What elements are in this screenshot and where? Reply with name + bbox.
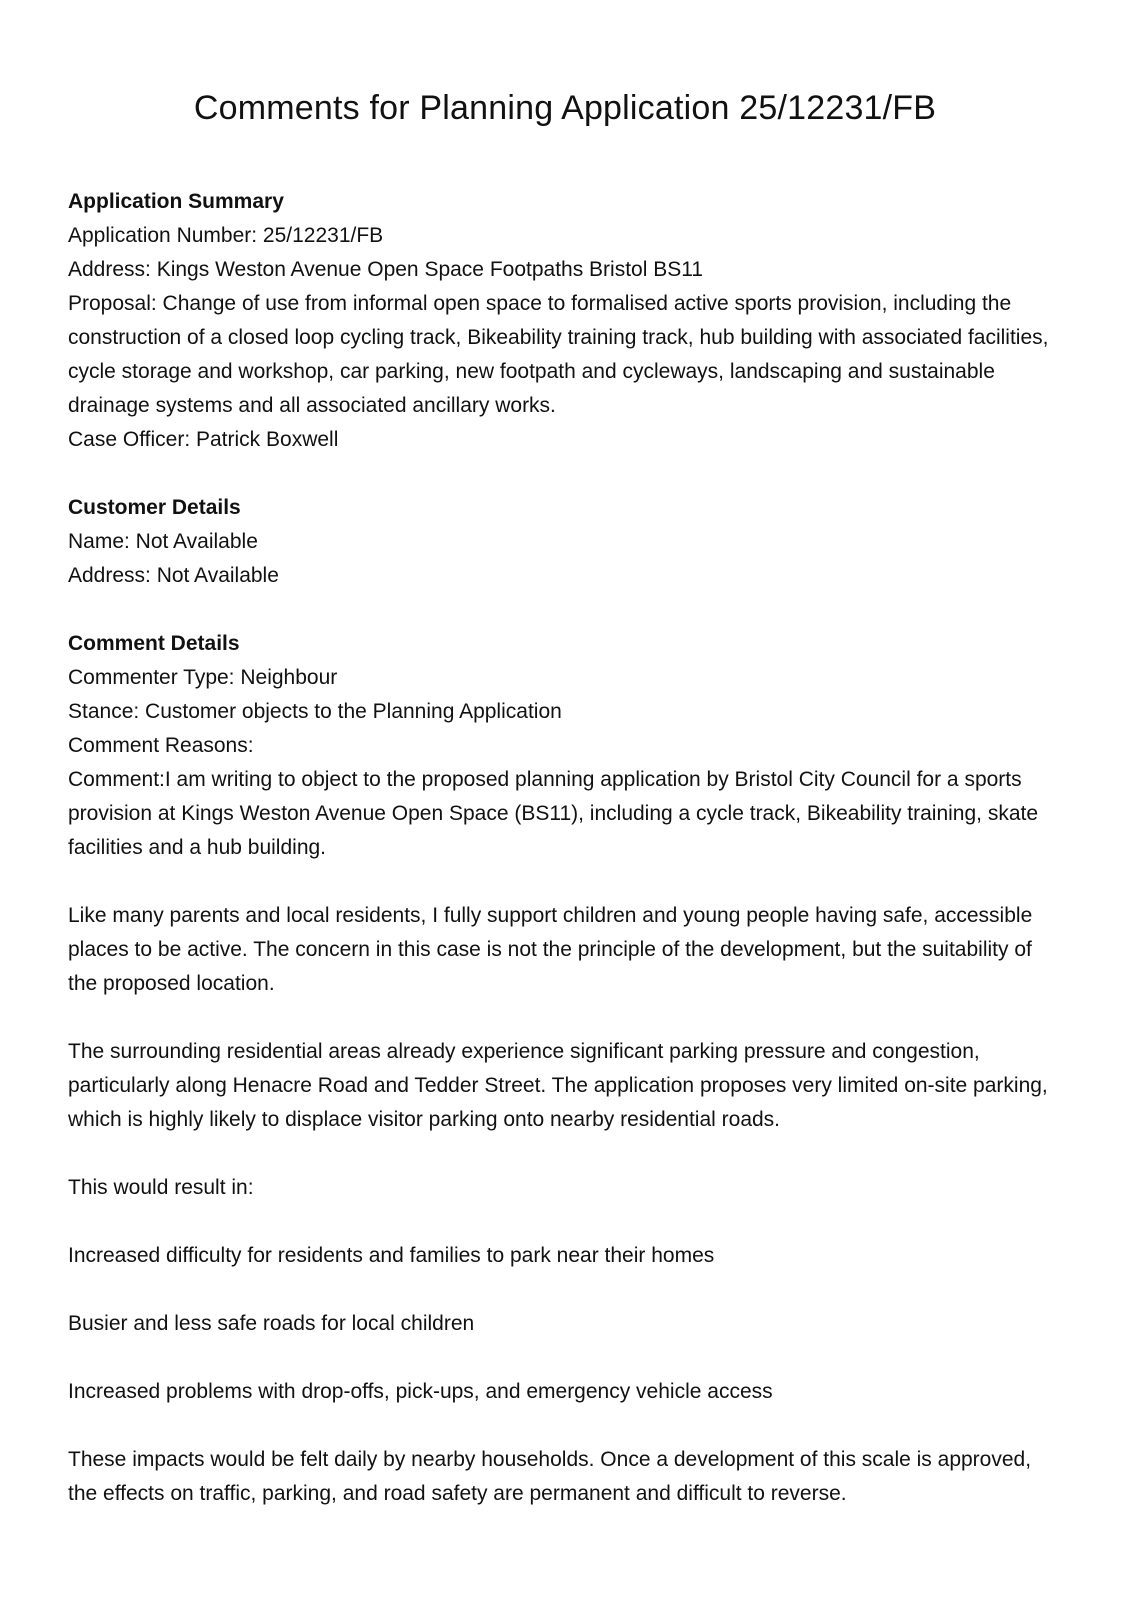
customer-details-heading: Customer Details xyxy=(68,495,241,519)
customer-name: Name: Not Available xyxy=(68,529,258,553)
customer-details-section xyxy=(68,491,1062,593)
application-summary-heading: Application Summary xyxy=(68,189,284,213)
stance: Stance: Customer objects to the Planning Application xyxy=(68,699,562,723)
comment-details-section xyxy=(68,627,1062,1511)
page-title: Comments for Planning Application 25/12231/FB xyxy=(193,89,937,127)
application-address: Address: Kings Weston Avenue Open Space Footpaths Bristol BS11 xyxy=(68,257,704,281)
spacer xyxy=(68,593,1062,627)
spacer xyxy=(68,1273,1062,1307)
comment-intro: Comment:I am writing to object to the proposed planning application by Bristol City Council for a sports provision at Kings Weston Avenue Open Space (BS11), including a cycle track, Bikeability training, skate facilities and a hub building. xyxy=(68,767,1039,859)
comment-list-item: Increased problems with drop-offs, pick-ups, and emergency vehicle access xyxy=(68,1379,773,1403)
commenter-type: Commenter Type: Neighbour xyxy=(68,665,338,689)
application-proposal: Proposal: Change of use from informal open space to formalised active sports provision, including the construction of a closed loop cycling track, Bikeability training track, hub building with associated facilities, cycle storage and workshop, car parking, new footpath and cycleways, landscaping and sustainable drainage systems and all associated ancillary works. xyxy=(68,291,1049,417)
comment-paragraph: These impacts would be felt daily by nearby households. Once a development of this scale is approved, the effects on traffic, parking, and road safety are permanent and difficult to reverse. xyxy=(68,1447,1032,1505)
comment-paragraph: Like many parents and local residents, I fully support children and young people having safe, accessible places to be active. The concern in this case is not the principle of the development, but the suitability of the proposed location. xyxy=(68,903,1033,995)
comment-reasons: Comment Reasons: xyxy=(68,733,254,757)
customer-address: Address: Not Available xyxy=(68,563,279,587)
spacer xyxy=(68,1205,1062,1239)
spacer xyxy=(68,457,1062,491)
spacer xyxy=(68,129,1062,185)
case-officer: Case Officer: Patrick Boxwell xyxy=(68,427,339,451)
spacer xyxy=(68,1409,1062,1443)
application-summary-section xyxy=(68,185,1062,457)
spacer xyxy=(68,1341,1062,1375)
comment-list-item: Busier and less safe roads for local children xyxy=(68,1311,475,1335)
spacer xyxy=(68,865,1062,899)
comment-details-heading: Comment Details xyxy=(68,631,240,655)
application-number: Application Number: 25/12231/FB xyxy=(68,223,384,247)
spacer xyxy=(68,1137,1062,1171)
comment-paragraph: This would result in: xyxy=(68,1175,254,1199)
spacer xyxy=(68,1001,1062,1035)
comment-paragraph: The surrounding residential areas already experience significant parking pressure and congestion, particularly along Henacre Road and Tedder Street. The application proposes very limited on-site parking, which is highly likely to displace visitor parking onto nearby residential roads. xyxy=(68,1039,1048,1131)
comment-list-item: Increased difficulty for residents and families to park near their homes xyxy=(68,1243,715,1267)
